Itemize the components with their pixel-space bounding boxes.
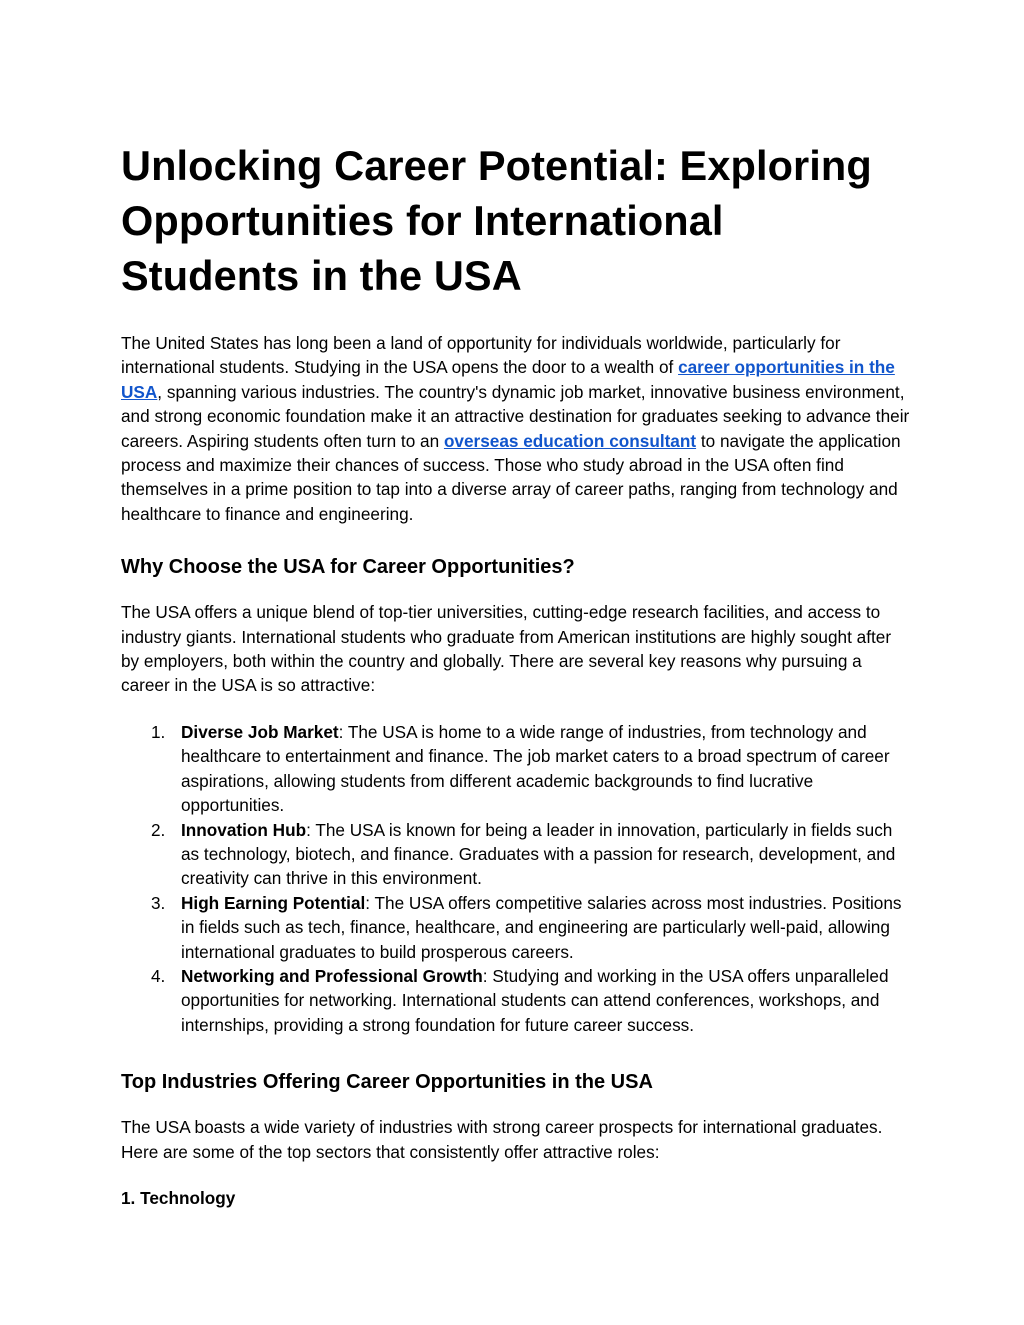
- list-item: [151, 818, 911, 891]
- industries-heading: Top Industries Offering Career Opportunities in the USA: [121, 1071, 653, 1094]
- list-item-term: Innovation Hub: [181, 819, 307, 840]
- list-item-text: : Studying and working in the USA offers unparalleled opportunities for networking. International students can attend conferences, workshops, and internships, providing a strong foundation for future career success.: [181, 965, 889, 1035]
- why-paragraph: The USA offers a unique blend of top-tier universities, cutting-edge research facilities, and access to industry giants. International students who graduate from American institutions are highly sought after by employers, both within the country and globally. There are several key reasons why pursuing a career in the USA is so attractive:: [121, 602, 892, 696]
- document-page: [121, 138, 911, 1210]
- list-item-text: : The USA is known for being a leader in innovation, particularly in fields such as technology, biotech, and finance. Graduates with a passion for research, development, and creativity can thrive in this environment.: [181, 819, 896, 889]
- list-item: [151, 891, 911, 964]
- career-opportunities-link[interactable]: career opportunities in the USA: [121, 357, 895, 402]
- list-item-text: : The USA offers competitive salaries across most industries. Positions in fields such as tech, finance, healthcare, and engineering are particularly well-paid, allowing international graduates to build prosperous careers.: [181, 892, 902, 962]
- reasons-list: [121, 720, 911, 1037]
- overseas-consultant-link[interactable]: overseas education consultant: [443, 430, 697, 451]
- intro-text-1: The United States has long been a land of opportunity for individuals worldwide, particularly for international students. Studying in the USA opens the door to a wealth of: [121, 333, 841, 378]
- intro-paragraph: [121, 331, 911, 526]
- list-item-number: 3.: [151, 892, 166, 913]
- intro-text-2: , spanning various industries. The country's dynamic job market, innovative business environment, and strong economic foundation make it an attractive destination for graduates seeking to advance their careers. Aspiring students often turn to an: [121, 381, 910, 451]
- document-title: Unlocking Career Potential: Exploring Opportunities for International Students in the USA: [121, 142, 872, 299]
- why-heading: Why Choose the USA for Career Opportunities?: [121, 556, 575, 579]
- industries-paragraph: The USA boasts a wide variety of industries with strong career prospects for international graduates. Here are some of the top sectors that consistently offer attractive roles:: [121, 1117, 883, 1162]
- list-item-term: Diverse Job Market: [181, 721, 339, 742]
- intro-text-3: to navigate the application process and maximize their chances of success. Those who study abroad in the USA often find themselves in a prime position to tap into a diverse array of career paths, ranging from technology and healthcare to finance and engineering.: [121, 430, 901, 524]
- list-item-term: Networking and Professional Growth: [181, 965, 483, 986]
- list-item-term: High Earning Potential: [181, 892, 366, 913]
- list-item: [151, 720, 911, 818]
- list-item-number: 2.: [151, 819, 166, 840]
- technology-subheading: 1. Technology: [121, 1187, 236, 1208]
- list-item-text: : The USA is home to a wide range of industries, from technology and healthcare to entertainment and finance. The job market caters to a broad spectrum of career aspirations, allowing students from different academic backgrounds to find lucrative opportunities.: [181, 721, 890, 816]
- list-item-number: 4.: [151, 965, 166, 986]
- list-item-number: 1.: [151, 721, 166, 742]
- list-item: [151, 964, 911, 1037]
